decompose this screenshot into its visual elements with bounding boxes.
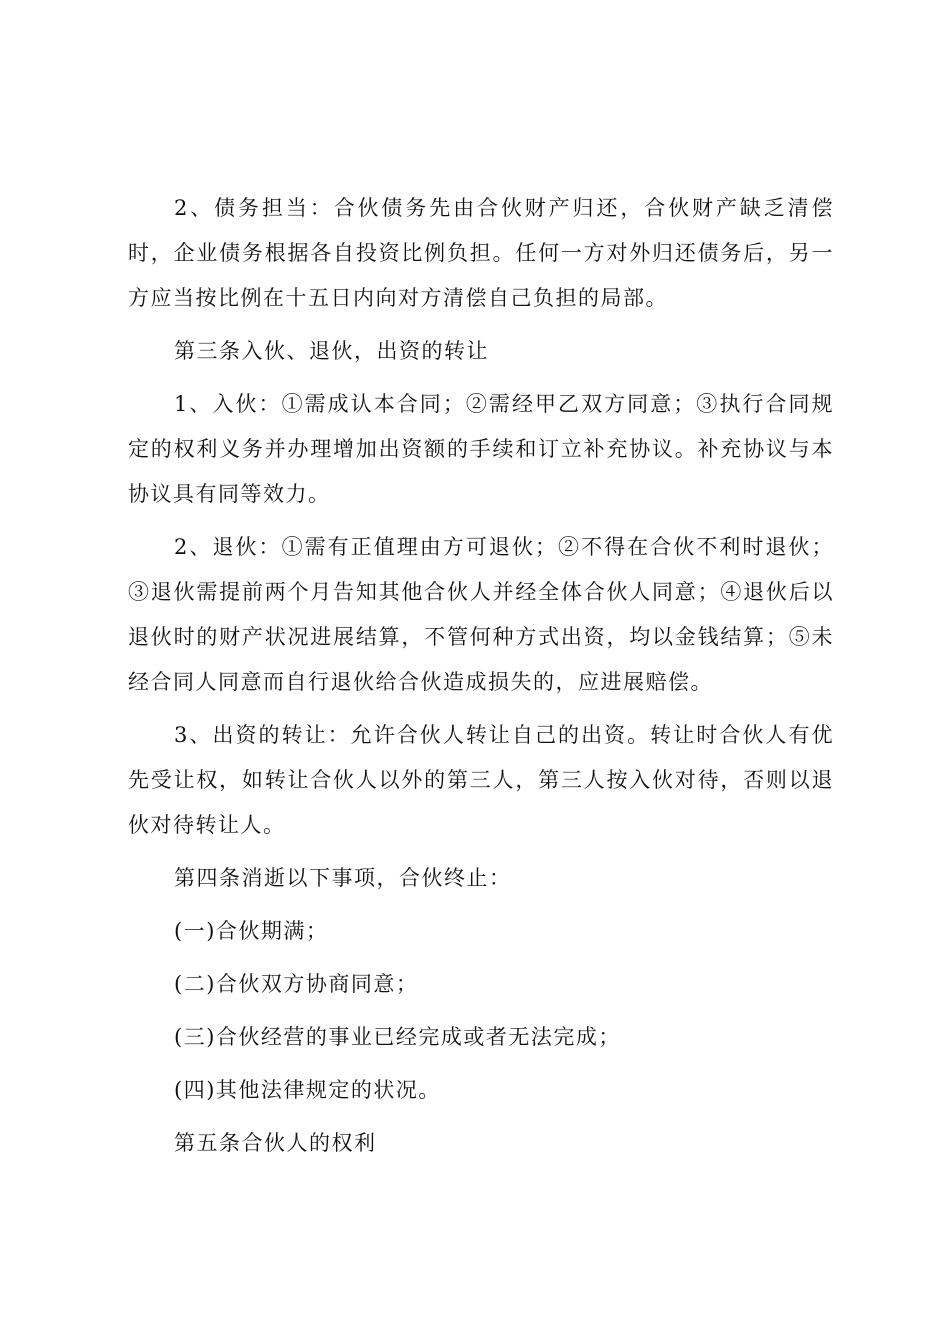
paragraph-transfer: 3、出资的转让：允许合伙人转让自己的出资。转让时合伙人有优先受让权，如转让合伙人以外的第三人，第三人按入伙对待，否则以退伙对待转让人。 <box>128 723 834 837</box>
list-item-3: (三)合伙经营的事业已经完成或者无法完成； <box>174 1025 621 1049</box>
list-item-4: (四)其他法律规定的状况。 <box>174 1078 441 1102</box>
heading-article-4: 第四条消逝以下事项，合伙终止： <box>174 866 512 890</box>
document-body <box>128 186 834 1174</box>
heading-article-5: 第五条合伙人的权利 <box>174 1131 377 1155</box>
paragraph-admission: 1、入伙：①需成认本合同；②需经甲乙双方同意；③执行合同规定的权利义务并办理增加出资额的手续和订立补充协议。补充协议与本协议具有同等效力。 <box>128 392 834 506</box>
list-item-1: (一)合伙期满； <box>174 919 329 943</box>
paragraph-withdrawal: 2、退伙：①需有正值理由方可退伙；②不得在合伙不利时退伙；③退伙需提前两个月告知其他合伙人并经全体合伙人同意；④退伙后以退伙时的财产状况进展结算，不管何种方式出资，均以金钱结算；⑤未经合同人同意而自行退伙给合伙造成损失的，应进展赔偿。 <box>128 535 834 694</box>
paragraph-debt-liability: 2、债务担当：合伙债务先由合伙财产归还，合伙财产缺乏清偿时，企业债务根据各自投资比例负担。任何一方对外归还债务后，另一方应当按比例在十五日内向对方清偿自己负担的局部。 <box>128 196 834 310</box>
list-item-2: (二)合伙双方协商同意； <box>174 972 419 996</box>
heading-article-3: 第三条入伙、退伙，出资的转让 <box>174 339 489 363</box>
